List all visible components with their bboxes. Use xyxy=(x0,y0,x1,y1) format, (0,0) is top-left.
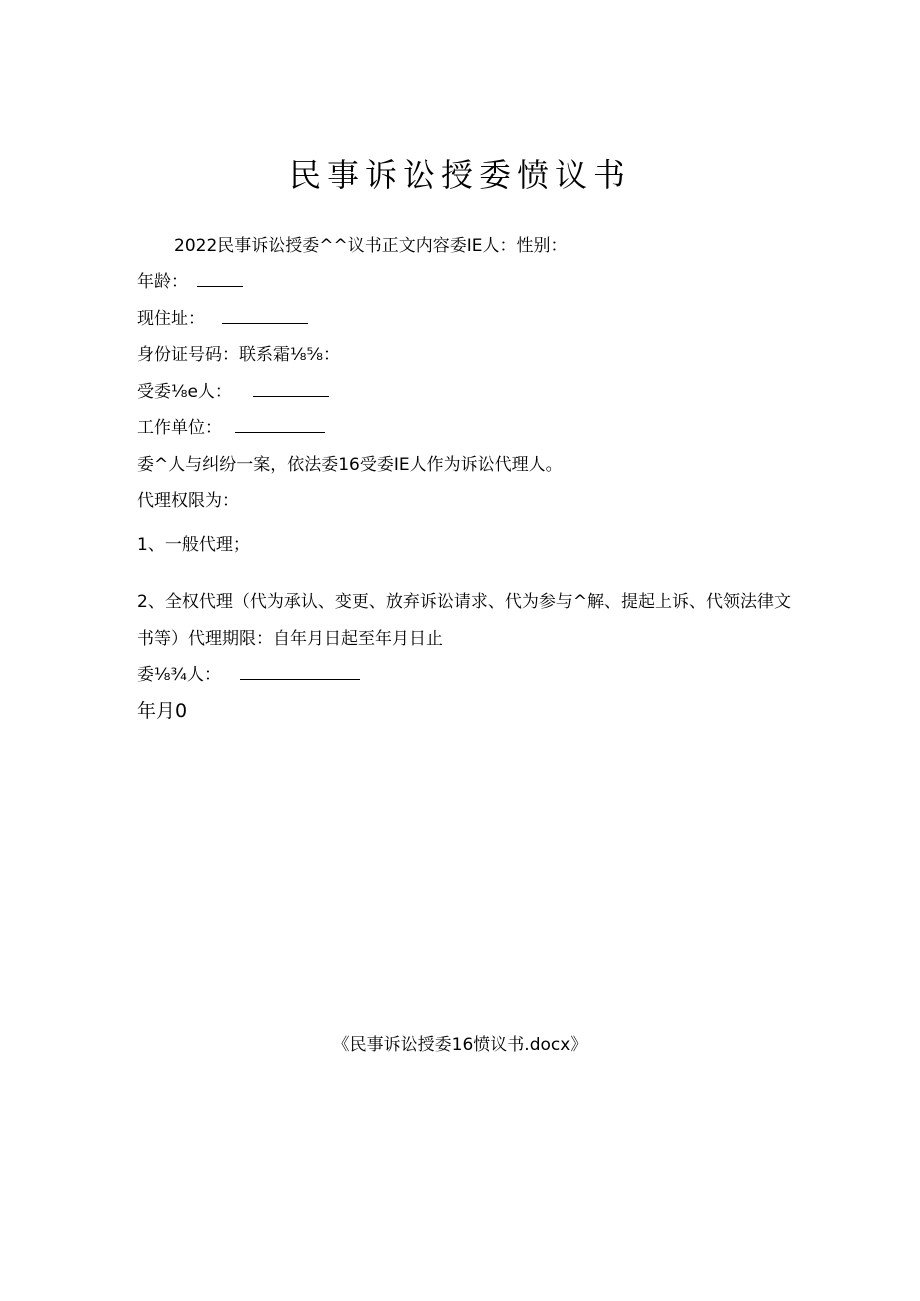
principal-label: 委⅛¾人： xyxy=(137,665,221,685)
principal-line xyxy=(137,664,360,686)
document-title: 民事诉讼授委愤议书 xyxy=(288,156,631,194)
address-label: 现住址： xyxy=(137,309,205,329)
work-label: 工作单位： xyxy=(137,418,222,438)
age-line xyxy=(137,271,243,293)
case-line: 委^人与纠纷一案，依法委16受委IE人作为诉讼代理人。 xyxy=(137,455,563,475)
document-footer: 《民事诉讼授委16愤议书.docx》 xyxy=(332,1035,588,1055)
address-line xyxy=(137,308,308,330)
work-line xyxy=(137,417,325,439)
age-blank xyxy=(197,271,243,287)
date-line: 年月0 xyxy=(137,700,188,722)
intro-line: 2022民事诉讼授委^^议书正文内容委IE人：性别： xyxy=(174,236,568,256)
authority-line: 代理权限为： xyxy=(137,491,239,511)
age-label: 年龄： xyxy=(137,272,188,292)
item-full-agency: 2、全权代理（代为承认、变更、放弃诉讼请求、代为参与^解、提起上诉、代领法律文 xyxy=(137,592,792,612)
agent-line xyxy=(137,381,329,403)
agent-label: 受委⅛e人： xyxy=(137,382,232,402)
agent-blank xyxy=(253,381,329,397)
principal-blank xyxy=(240,664,360,680)
item-full-agency-cont: 书等）代理期限：自年月日起至年月日止 xyxy=(137,629,443,649)
id-line: 身份证号码：联系霜⅛⅝： xyxy=(137,345,340,365)
item-general-agency: 1、一般代理； xyxy=(137,535,250,555)
address-blank xyxy=(222,308,308,324)
work-blank xyxy=(235,417,325,433)
